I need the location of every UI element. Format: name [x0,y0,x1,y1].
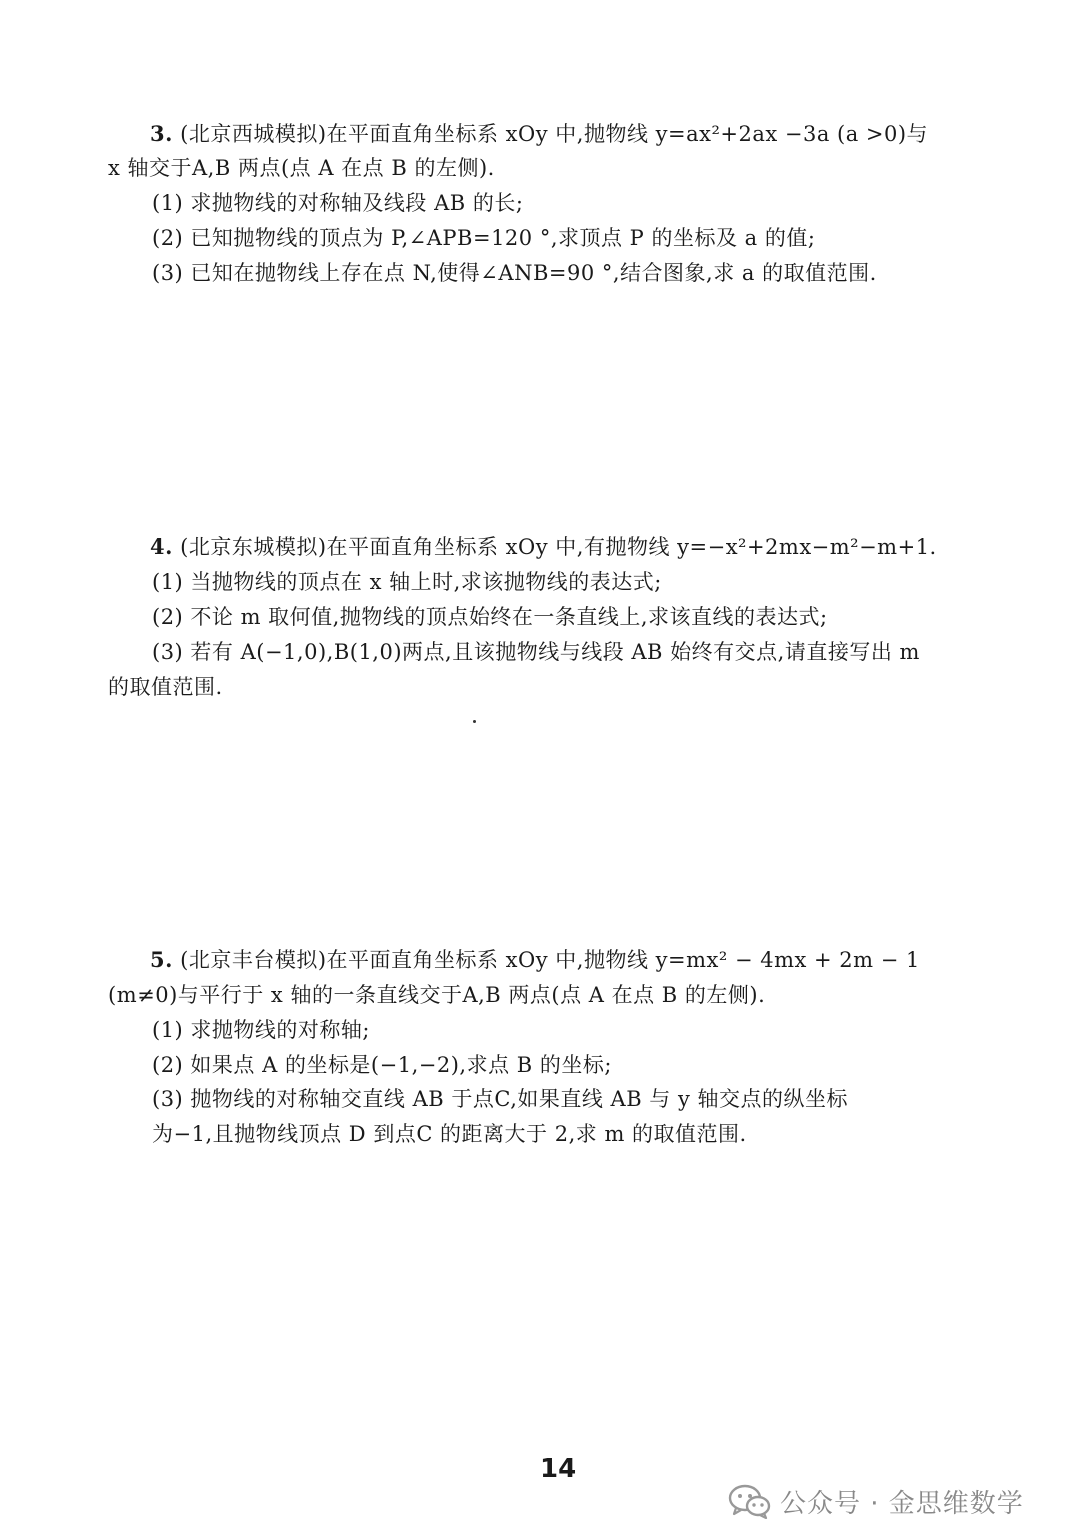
problem-4-part-2: (2) 不论 m 取何值,抛物线的顶点始终在一条直线上,求该直线的表达式; [152,605,828,629]
problem-3-stem-text-1: (北京西城模拟)在平面直角坐标系 xOy 中,抛物线 y=ax²+2ax −3a (a >0)与 [180,122,929,146]
watermark-text: 公众号 · 金思维数学 [780,1488,1024,1519]
problem-5-stem-text-1: (北京丰台模拟)在平面直角坐标系 xOy 中,抛物线 y=mx² − 4mx + 2m − 1 [180,948,920,972]
problem-4-part-1: (1) 当抛物线的顶点在 x 轴上时,求该抛物线的表达式; [152,570,662,594]
problem-5-part-3-continued: 为−1,且抛物线顶点 D 到点C 的距离大于 2,求 m 的取值范围. [152,1122,747,1146]
problem-3-stem-line-1 [150,120,928,148]
problem-4-part-3: (3) 若有 A(−1,0),B(1,0)两点,且该抛物线与线段 AB 始终有交点,请直接写出 m [152,640,920,664]
problem-4-stem-line-1 [150,533,937,561]
problem-5-stem-line-2: (m≠0)与平行于 x 轴的一条直线交于A,B 两点(点 A 在点 B 的左侧). [108,983,766,1007]
problem-5-part-2: (2) 如果点 A 的坐标是(−1,−2),求点 B 的坐标; [152,1053,612,1077]
problem-4-number: 4. [150,534,173,559]
watermark [728,1478,1024,1524]
problem-5-part-3: (3) 抛物线的对称轴交直线 AB 于点C,如果直线 AB 与 y 轴交点的纵坐标 [152,1087,849,1111]
problem-3-stem-line-2: x 轴交于A,B 两点(点 A 在点 B 的左侧). [108,156,495,180]
problem-4-stem-text-1: (北京东城模拟)在平面直角坐标系 xOy 中,有抛物线 y=−x²+2mx−m²−m+1. [180,535,937,559]
problem-5-number: 5. [150,947,173,972]
problem-3-number: 3. [150,121,173,146]
problem-5-stem-line-1 [150,946,920,974]
stray-dot [473,720,476,723]
problem-3-part-3: (3) 已知在抛物线上存在点 N,使得∠ANB=90 °,结合图象,求 a 的取值范围. [152,261,877,285]
problem-4-part-3-continued: 的取值范围. [108,675,223,699]
page-number: 14 [540,1454,577,1484]
problem-3-part-1: (1) 求抛物线的对称轴及线段 AB 的长; [152,191,524,215]
problem-3-part-2: (2) 已知抛物线的顶点为 P,∠APB=120 °,求顶点 P 的坐标及 a 的值; [152,226,816,250]
wechat-icon [728,1483,772,1519]
problem-5-part-1: (1) 求抛物线的对称轴; [152,1018,370,1042]
